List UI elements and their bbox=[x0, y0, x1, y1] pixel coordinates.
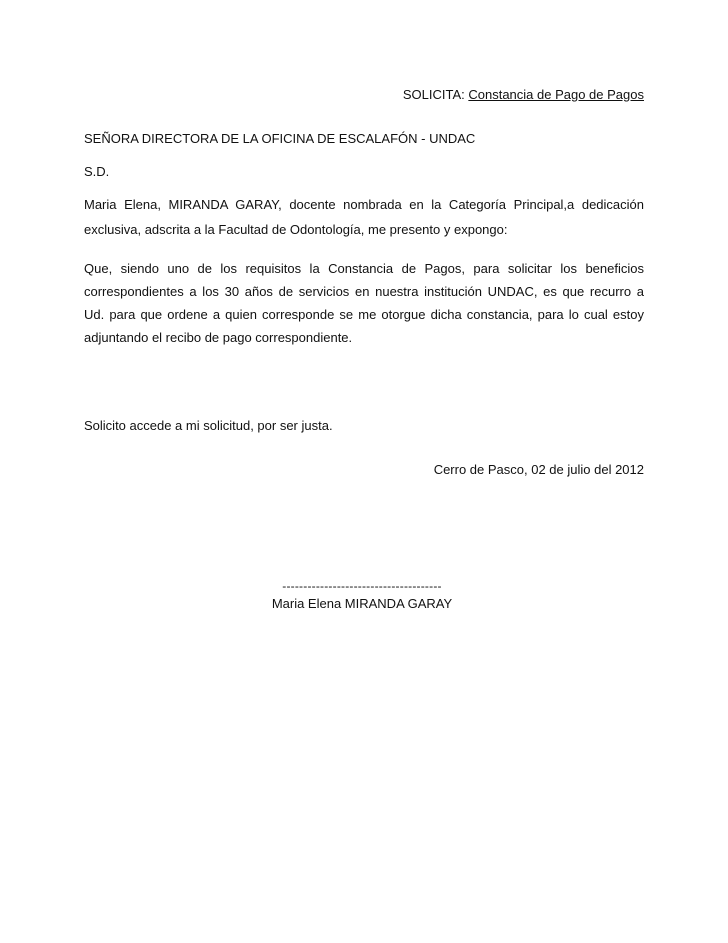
place-date: Cerro de Pasco, 02 de julio del 2012 bbox=[433, 462, 644, 477]
solicita-header bbox=[84, 87, 644, 102]
body-line-1: Que, siendo uno de los requisitos la Constancia de Pagos, para solicitar los beneficios bbox=[84, 261, 644, 276]
body-line-2: correspondientes a los 30 años de servicios en nuestra institución UNDAC, es que recurro a bbox=[84, 284, 644, 299]
body-line-3: Ud. para que ordene a quien corresponde se me otorgue dicha constancia, para lo cual estoy bbox=[84, 307, 644, 322]
signature-line: -------------------------------------- bbox=[282, 579, 442, 593]
solicita-subject: Constancia de Pago de Pagos bbox=[468, 87, 644, 102]
solicita-label: SOLICITA: bbox=[402, 87, 465, 102]
closing: Solicito accede a mi solicitud, por ser justa. bbox=[84, 418, 333, 433]
addressee: SEÑORA DIRECTORA DE LA OFICINA DE ESCALAFÓN - UNDAC bbox=[84, 131, 476, 146]
intro-line-1: Maria Elena, MIRANDA GARAY, docente nombrada en la Categoría Principal,a dedicación bbox=[84, 197, 644, 212]
intro-line-2: exclusiva, adscrita a la Facultad de Odontología, me presento y expongo: bbox=[84, 222, 508, 237]
signature-name: Maria Elena MIRANDA GARAY bbox=[271, 596, 453, 611]
body-line-4: adjuntando el recibo de pago correspondiente. bbox=[84, 330, 353, 345]
document-page bbox=[84, 0, 644, 943]
salutation: S.D. bbox=[84, 164, 110, 179]
